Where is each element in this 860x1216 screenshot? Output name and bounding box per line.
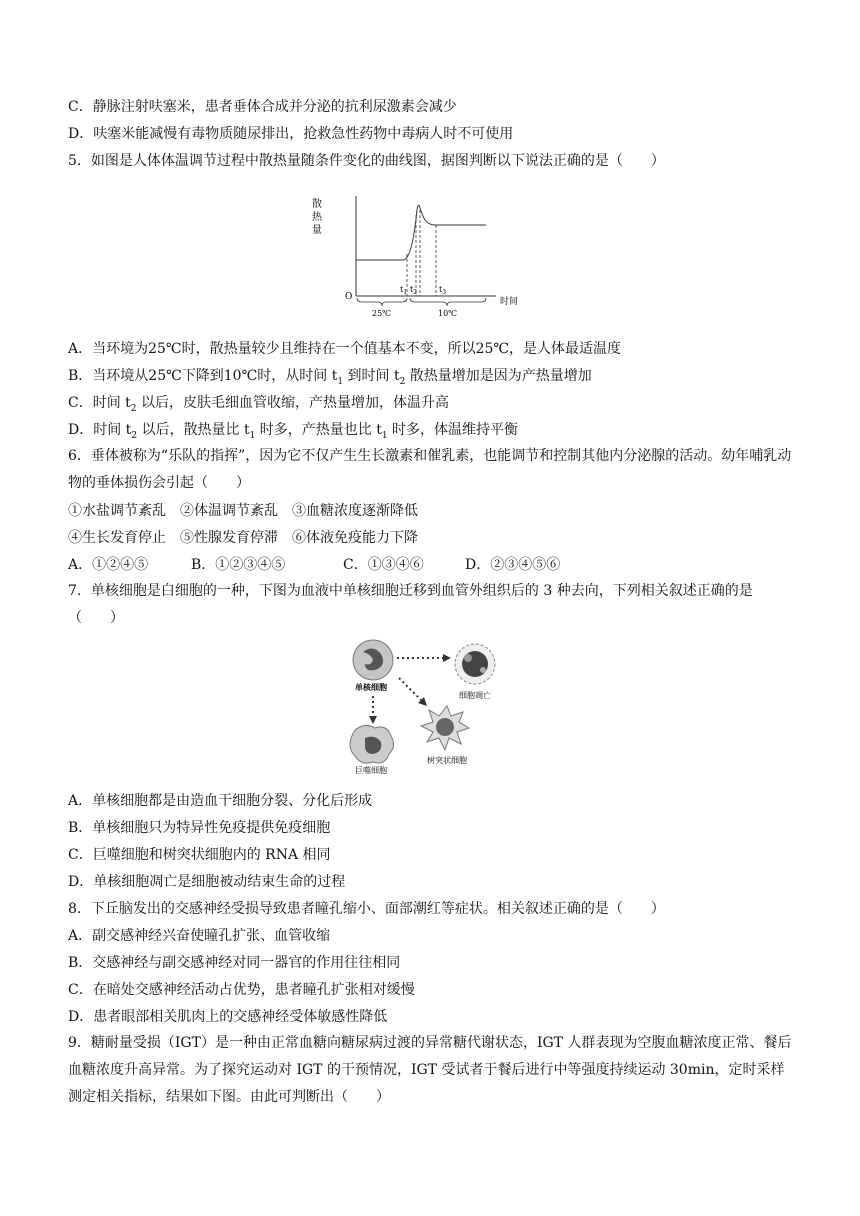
q7-option-a: A．单核细胞都是由造血干细胞分裂、分化后形成 [68, 793, 373, 809]
apoptotic-cell [455, 644, 495, 684]
q6-items-row2: ④生长发育停止 ⑤性腺发育停滞 ⑥体液免疫能力下降 [68, 530, 418, 546]
q6-items-row1: ①水盐调节紊乱 ②体温调节紊乱 ③血糖浓度逐渐降低 [68, 503, 418, 519]
q7-option-c: C．巨噬细胞和树突状细胞内的 RNA 相同 [68, 847, 331, 863]
q5-temp-10: 10℃ [438, 309, 458, 318]
q6-option-d: D．②③④⑤⑥ [465, 557, 561, 573]
monocyte-cell [353, 640, 393, 680]
q6-option-a: A．①②④⑤ [68, 557, 149, 573]
q7-stem: 7．单核细胞是白细胞的一种，下图为血液中单核细胞迁移到血管外组织后的 3 种去向，下列相关叙述正确的是（ ） [68, 583, 753, 626]
q7-label-dendritic: 树突状细胞 [427, 756, 467, 765]
q9-stem: 9．糖耐量受损（IGT）是一种由正常血糖向糖尿病过渡的异常糖代谢状态，IGT 人群表现为空腹血糖浓度正常、餐后血糖浓度升高异常。为了探究运动对 IGT 的干预情况，IGT 受试者于餐后进行中等强度持续运动 30min，定时采样测定相关指标，结果如下图。由此可判断出（ ） [68, 1035, 792, 1105]
q6-stem: 6．垂体被称为“乐队的指挥”，因为它不仅产生生长激素和催乳素，也能调节和控制其他内分泌腺的活动。幼年哺乳动物的垂体损伤会引起（ ） [68, 448, 792, 491]
q8-option-d: D．患者眼部相关肌肉上的交感神经受体敏感性降低 [68, 1009, 388, 1025]
q7-label-monocyte: 单核细胞 [355, 682, 387, 692]
q8-option-a: A．副交感神经兴奋使瞳孔扩张、血管收缩 [68, 928, 331, 944]
q5-ylabel-3: 量 [312, 225, 322, 236]
q5-t2: $t_2$ [410, 285, 418, 296]
dendritic-cell [421, 706, 469, 750]
q5-origin: O [345, 292, 353, 302]
q7-label-macrophage: 巨噬细胞 [355, 766, 387, 774]
q8-option-b: B．交感神经与副交感神经对同一器官的作用往往相同 [68, 955, 401, 971]
q5-option-c: C．时间 $t_2$ 以后，皮肤毛细血管收缩，产热量增加，体温升高 [68, 395, 449, 414]
q5-option-a: A．当环境为25℃时，散热量较少且维持在一个值基本不变，所以25℃，是人体最适温度 [68, 341, 622, 357]
q5-curve [356, 205, 486, 260]
q5-t1: $t_1$ [400, 285, 408, 296]
q4-option-d: D．呋塞米能减慢有毒物质随尿排出，抢救急性药物中毒病人时不可使用 [68, 126, 514, 142]
q5-temp-25: 25℃ [372, 309, 392, 318]
q8-stem: 8．下丘脑发出的交感神经受损导致患者瞳孔缩小、面部潮红等症状。相关叙述正确的是（ ） [68, 901, 665, 917]
q8-option-c: C．在暗处交感神经活动占优势，患者瞳孔扩张相对缓慢 [68, 982, 415, 998]
q5-option-d: D．时间 $t_2$ 以后，散热量比 $t_1$ 时多，产热量也比 $t_1$ 时多，体温维持平衡 [68, 422, 519, 441]
q5-t3: $t_3$ [439, 285, 447, 296]
q5-stem: 5．如图是人体体温调节过程中散热量随条件变化的曲线图，据图判断以下说法正确的是（ ） [68, 153, 665, 169]
macrophage-cell [350, 725, 394, 763]
q4-option-c: C．静脉注射呋塞米，患者垂体合成并分泌的抗利尿激素会减少 [68, 99, 457, 115]
q7-option-d: D．单核细胞凋亡是细胞被动结束生命的过程 [68, 874, 346, 890]
q6-option-b: B．①②③④⑤ [191, 557, 286, 573]
q7-monocyte-figure [335, 638, 525, 774]
q5-ylabel-1: 散 [312, 199, 322, 210]
q7-option-b: B．单核细胞只为特异性免疫提供免疫细胞 [68, 820, 331, 836]
q5-heat-dissipation-figure [300, 190, 540, 322]
q5-ylabel-2: 热 [312, 212, 322, 223]
q7-label-apoptosis: 细胞凋亡 [459, 691, 491, 700]
q5-xlabel: 时间 [500, 297, 519, 307]
q5-option-b: B．当环境从25℃下降到10℃时，从时间 $t_1$ 到时间 $t_2$ 散热量增加是因为产热量增加 [68, 368, 592, 387]
q6-option-c: C．①③④⑥ [343, 557, 424, 573]
